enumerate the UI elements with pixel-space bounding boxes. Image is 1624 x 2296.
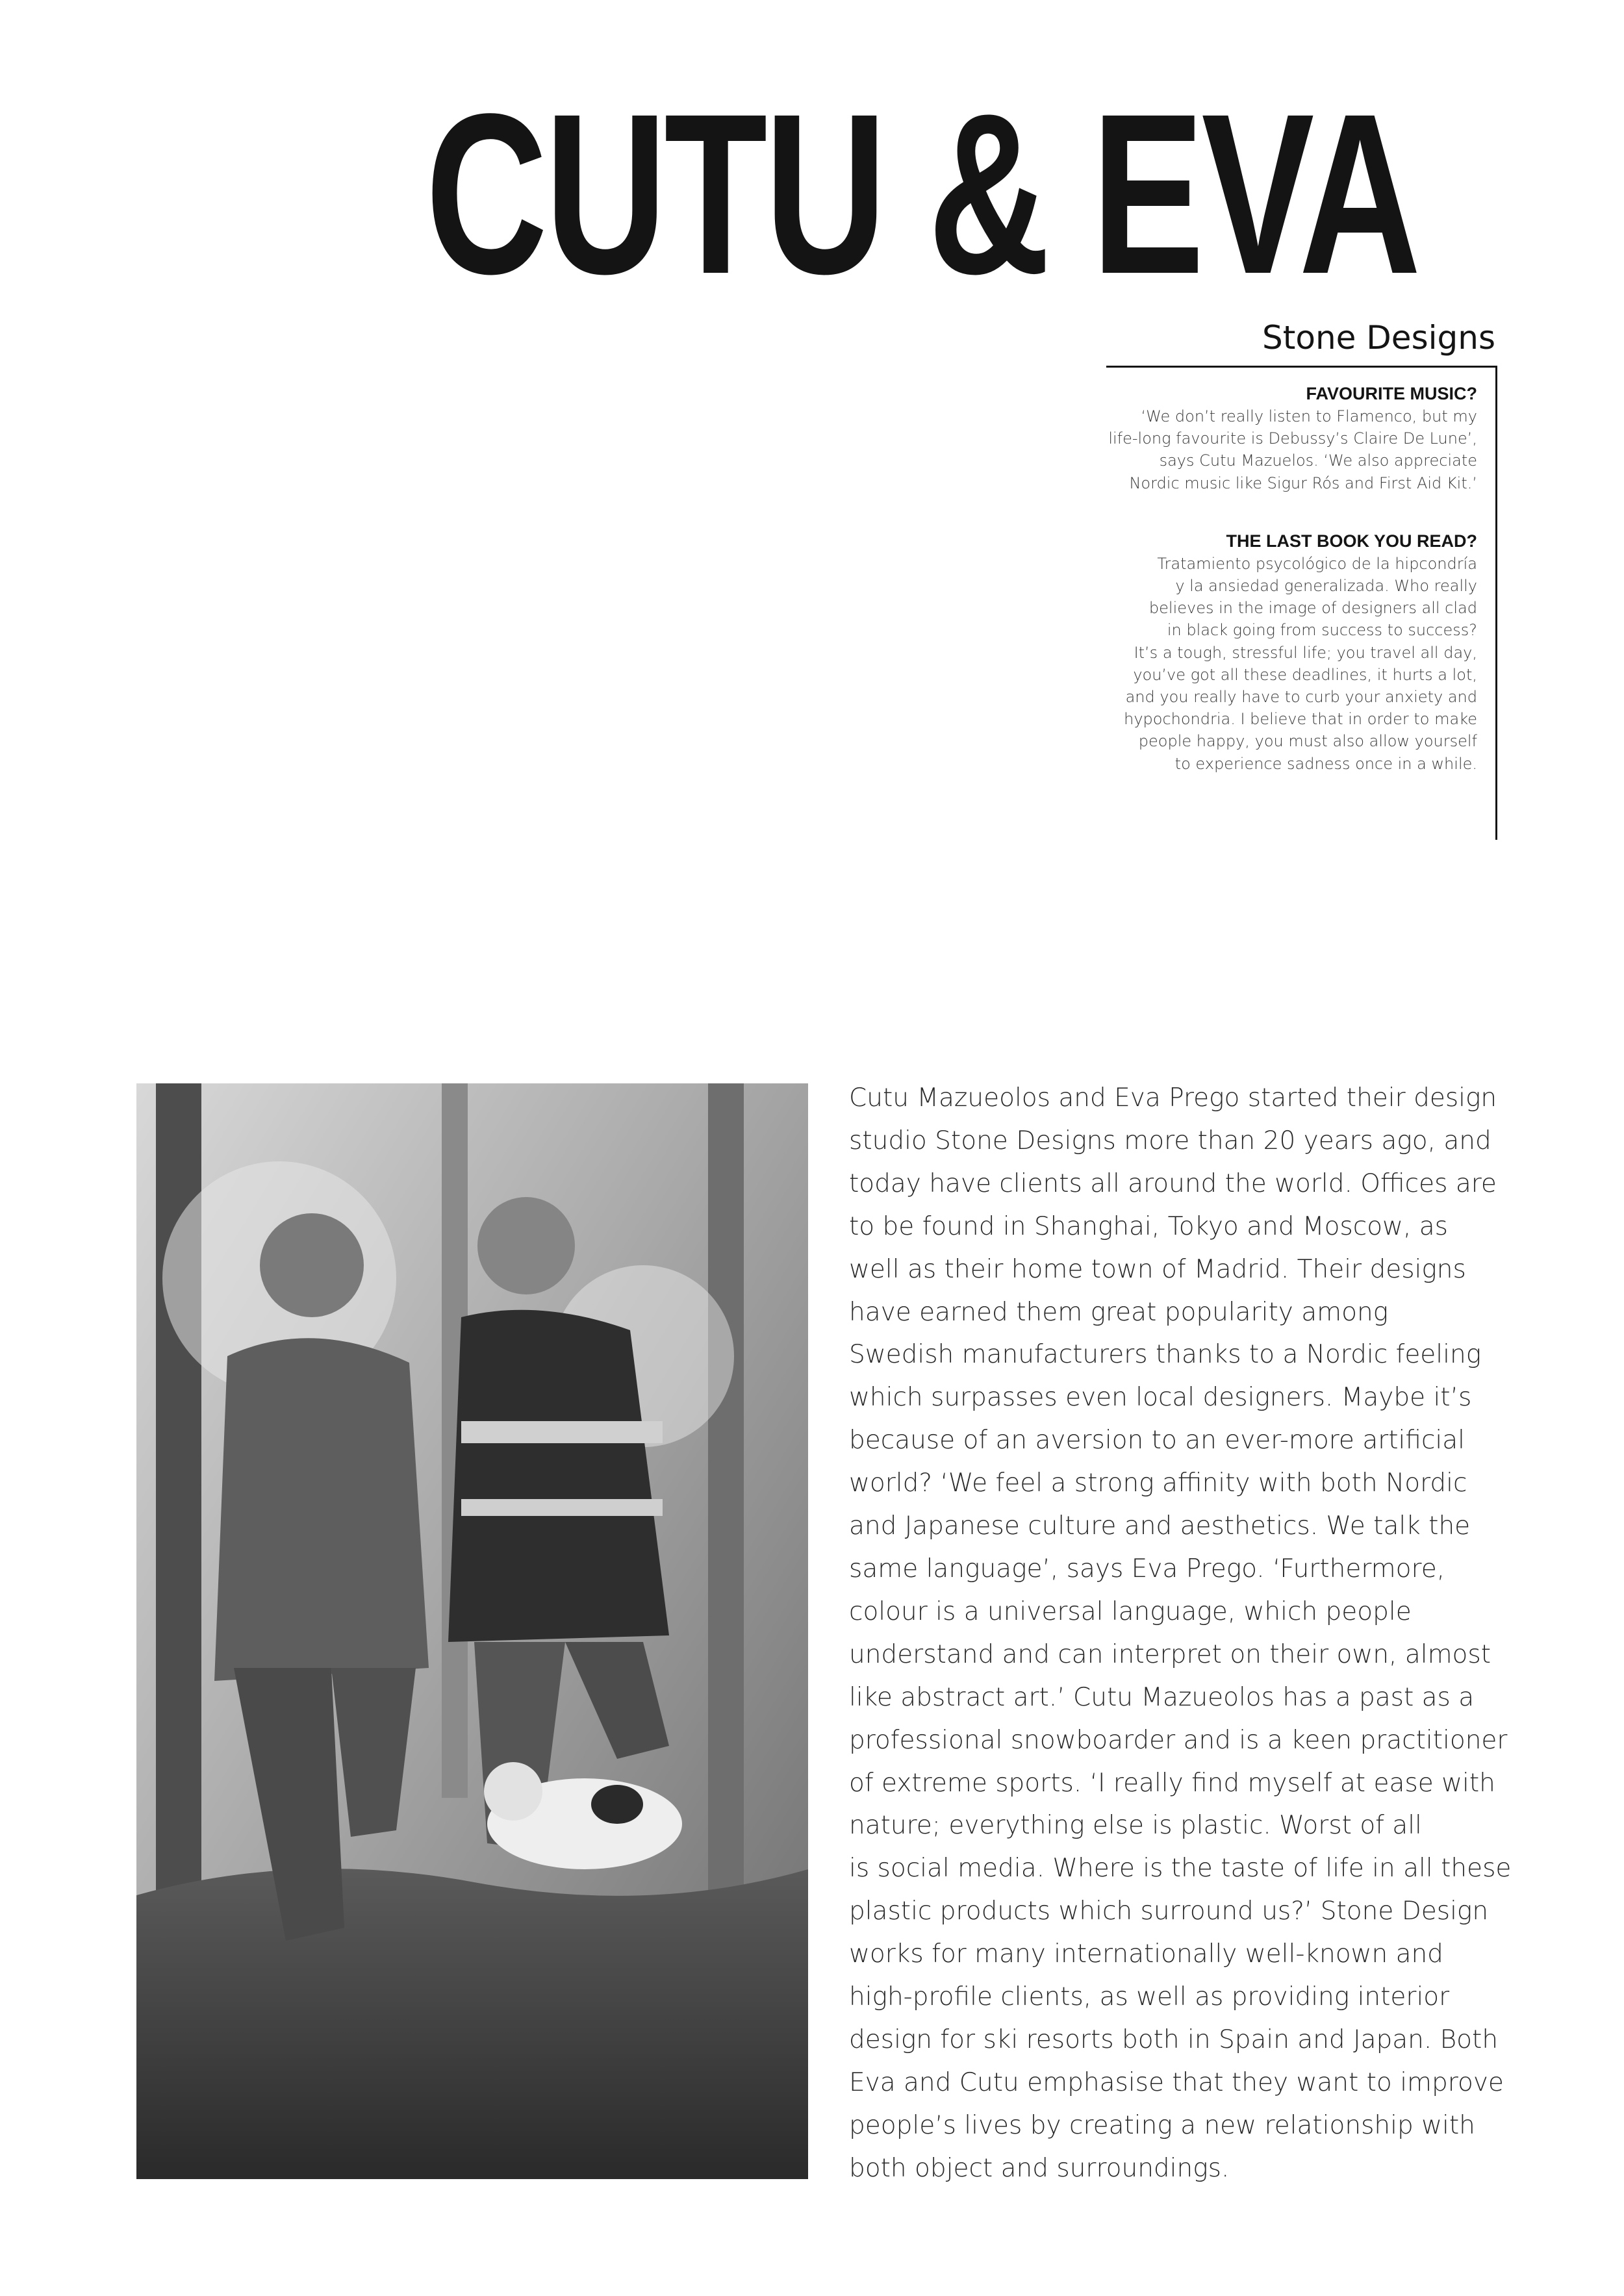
sidebar-box bbox=[1106, 366, 1497, 840]
mossy-rock bbox=[136, 1869, 808, 2179]
qa-heading: FAVOURITE MUSIC? bbox=[1306, 384, 1477, 403]
qa-last-book bbox=[1061, 529, 1477, 775]
tree-trunk bbox=[708, 1083, 744, 1895]
qa-answer: Tratamiento psycológico de la hipcondría y la ansiedad generalizada. Who really believes in the image of designers all clad in black going from success to success? It’s a tough, stressful life; you travel all day, you’ve got all these deadlines, it hurts a lot, and you really have to curb your anxiety and hypochondria. I believe that in order to make people happy, you must also allow yourself to experience sadness once in a while. bbox=[1124, 554, 1477, 773]
qa-heading: THE LAST BOOK YOU READ? bbox=[1226, 531, 1477, 551]
page-title: CUTU & EVA bbox=[425, 66, 1419, 322]
page-subtitle: Stone Designs bbox=[1262, 319, 1495, 357]
qa-answer: ‘We don’t really listen to Flamenco, but my life-long favourite is Debussy’s Claire De Lune’, says Cutu Mazuelos. ‘We also appreciate Nordic music like Sigur Rós and First Aid Kit.’ bbox=[1108, 407, 1477, 492]
photo-illustration bbox=[136, 1083, 808, 2179]
portrait-photo bbox=[136, 1083, 808, 2179]
article-body: Cutu Mazueolos and Eva Prego started their design studio Stone Designs more than 20 years ago, and today have clients all around the world. Offices are to be found in Shanghai, Tokyo and Moscow, as well as their home town of Madrid. Their designs have earned them great popularity among Swedish manufacturers thanks to a Nordic feeling which surpasses even local designers. Maybe it’s because of an aversion to an ever-more artificial world? ‘We feel a strong affinity with both Nordic and Japanese culture and aesthetics. We talk the same language’, says Eva Prego. ‘Furthermore, colour is a universal language, which people understand and can interpret on their own, almost like abstract art.’ Cutu Mazueolos has a past as a professional snowboarder and is a keen practitioner of extreme sports. ‘I really find myself at ease with nature; everything else is plastic. Worst of all is social media. Where is the taste of life in all these plastic products which surround us?’ Stone Design works for many internationally well-known and high-profile clients, as well as providing interior design for ski resorts both in Spain and Japan. Both Eva and Cutu emphasise that they want to improve people’s lives by creating a new relationship with both object and surroundings. bbox=[849, 1083, 1512, 2183]
sidebar-content bbox=[1061, 382, 1477, 775]
qa-favourite-music bbox=[1061, 382, 1477, 494]
